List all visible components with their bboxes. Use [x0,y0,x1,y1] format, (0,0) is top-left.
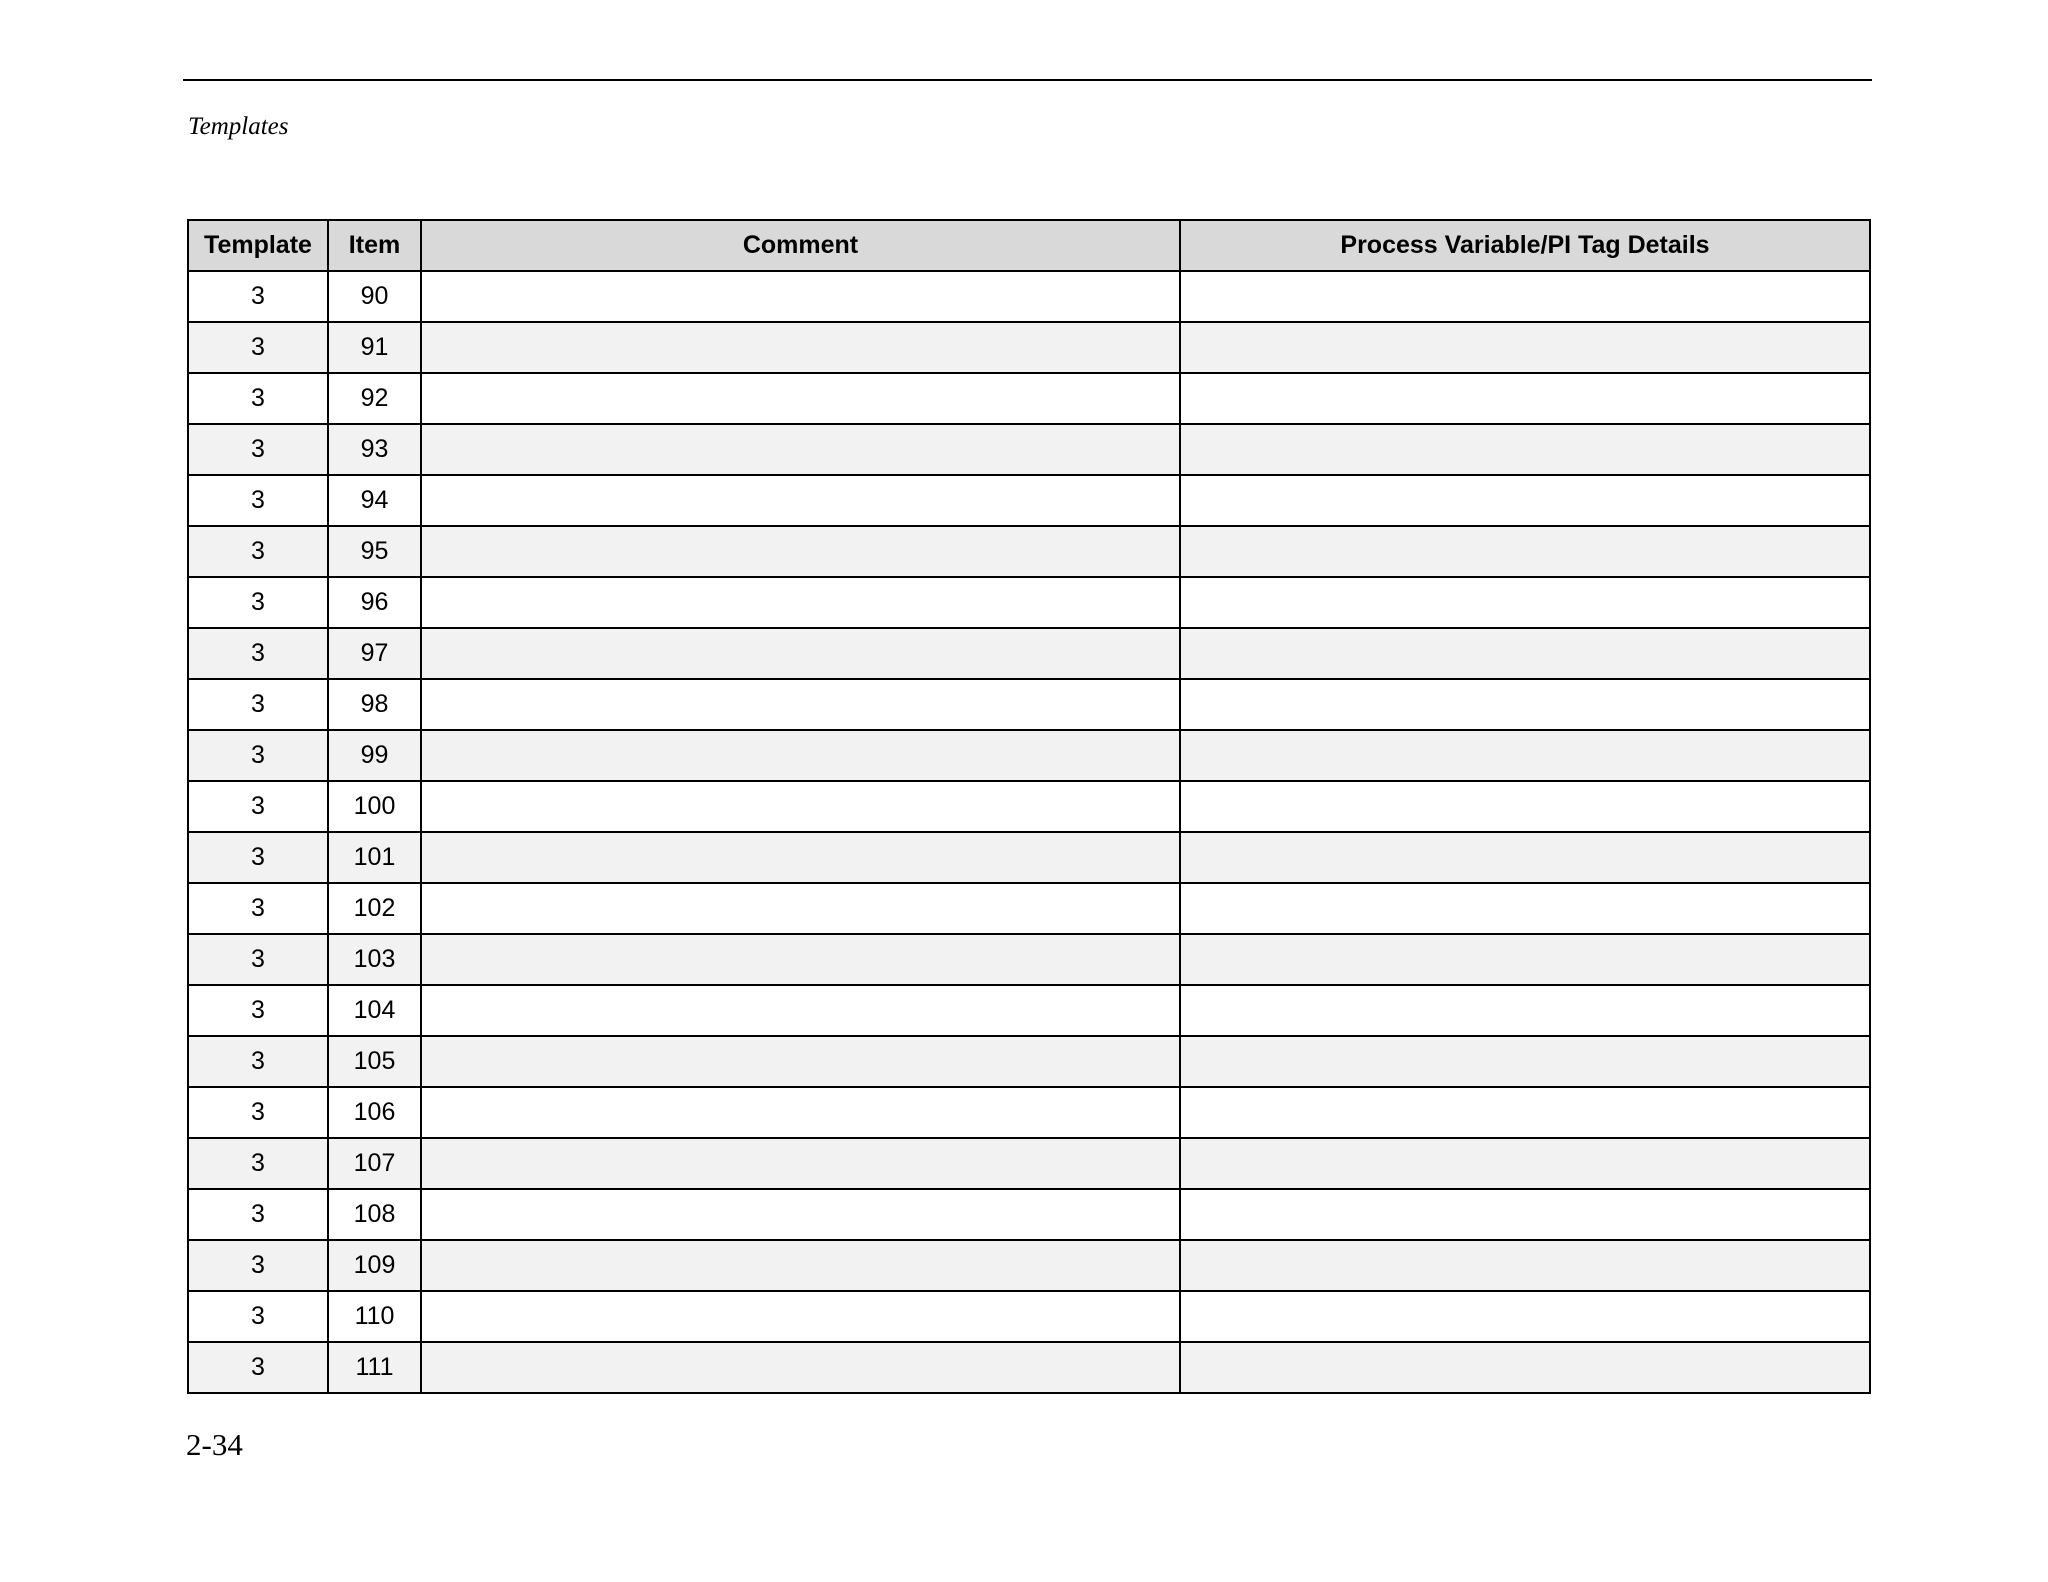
comment-cell[interactable] [421,1342,1180,1393]
item-cell: 96 [328,577,421,628]
item-cell: 100 [328,781,421,832]
template-cell: 3 [188,781,328,832]
template-cell: 3 [188,1291,328,1342]
template-cell: 3 [188,985,328,1036]
column-header-process-variable: Process Variable/PI Tag Details [1180,220,1870,271]
comment-cell[interactable] [421,679,1180,730]
table-row [188,424,1870,475]
column-header-comment: Comment [421,220,1180,271]
table-row [188,1138,1870,1189]
process-variable-cell[interactable] [1180,577,1870,628]
process-variable-cell[interactable] [1180,1189,1870,1240]
process-variable-cell[interactable] [1180,883,1870,934]
process-variable-cell[interactable] [1180,1291,1870,1342]
comment-cell[interactable] [421,1189,1180,1240]
table-row [188,475,1870,526]
header-rule [183,79,1872,81]
table-row [188,781,1870,832]
process-variable-cell[interactable] [1180,475,1870,526]
item-cell: 109 [328,1240,421,1291]
table-header-row [188,220,1870,271]
process-variable-cell[interactable] [1180,1036,1870,1087]
column-header-template: Template [188,220,328,271]
template-cell: 3 [188,526,328,577]
process-variable-cell[interactable] [1180,424,1870,475]
template-cell: 3 [188,1240,328,1291]
process-variable-cell[interactable] [1180,322,1870,373]
table-row [188,832,1870,883]
template-cell: 3 [188,1138,328,1189]
table-row [188,628,1870,679]
comment-cell[interactable] [421,577,1180,628]
process-variable-cell[interactable] [1180,679,1870,730]
process-variable-cell[interactable] [1180,628,1870,679]
table-row [188,1036,1870,1087]
item-cell: 99 [328,730,421,781]
template-cell: 3 [188,1342,328,1393]
comment-cell[interactable] [421,883,1180,934]
template-cell: 3 [188,373,328,424]
item-cell: 97 [328,628,421,679]
item-cell: 107 [328,1138,421,1189]
item-cell: 103 [328,934,421,985]
comment-cell[interactable] [421,985,1180,1036]
template-cell: 3 [188,475,328,526]
table-row [188,373,1870,424]
page-number: 2-34 [186,1427,243,1462]
section-title: Templates [188,113,289,140]
template-cell: 3 [188,322,328,373]
template-cell: 3 [188,424,328,475]
item-cell: 98 [328,679,421,730]
table-row [188,679,1870,730]
template-cell: 3 [188,1189,328,1240]
table-row [188,883,1870,934]
template-cell: 3 [188,628,328,679]
template-cell: 3 [188,577,328,628]
table-row [188,1342,1870,1393]
process-variable-cell[interactable] [1180,985,1870,1036]
template-cell: 3 [188,934,328,985]
process-variable-cell[interactable] [1180,526,1870,577]
process-variable-cell[interactable] [1180,781,1870,832]
template-cell: 3 [188,832,328,883]
item-cell: 102 [328,883,421,934]
table-row [188,271,1870,322]
item-cell: 108 [328,1189,421,1240]
table-row [188,985,1870,1036]
item-cell: 90 [328,271,421,322]
item-cell: 91 [328,322,421,373]
template-cell: 3 [188,679,328,730]
process-variable-cell[interactable] [1180,1240,1870,1291]
process-variable-cell[interactable] [1180,373,1870,424]
template-cell: 3 [188,271,328,322]
comment-cell[interactable] [421,271,1180,322]
table-row [188,1291,1870,1342]
item-cell: 111 [328,1342,421,1393]
comment-cell[interactable] [421,730,1180,781]
comment-cell[interactable] [421,1240,1180,1291]
table-row [188,1189,1870,1240]
comment-cell[interactable] [421,1036,1180,1087]
item-cell: 94 [328,475,421,526]
table-row [188,322,1870,373]
table-row [188,526,1870,577]
comment-cell[interactable] [421,1138,1180,1189]
template-cell: 3 [188,730,328,781]
item-cell: 105 [328,1036,421,1087]
process-variable-cell[interactable] [1180,1342,1870,1393]
template-cell: 3 [188,1087,328,1138]
table-row [188,730,1870,781]
item-cell: 95 [328,526,421,577]
table-body [188,271,1870,1393]
process-variable-cell[interactable] [1180,730,1870,781]
table-row [188,1240,1870,1291]
item-cell: 101 [328,832,421,883]
process-variable-cell[interactable] [1180,1087,1870,1138]
template-cell: 3 [188,883,328,934]
comment-cell[interactable] [421,1087,1180,1138]
comment-cell[interactable] [421,781,1180,832]
comment-cell[interactable] [421,832,1180,883]
item-cell: 104 [328,985,421,1036]
table-row [188,1087,1870,1138]
comment-cell[interactable] [421,526,1180,577]
table-row [188,934,1870,985]
process-variable-cell[interactable] [1180,271,1870,322]
column-header-item: Item [328,220,421,271]
process-variable-cell[interactable] [1180,934,1870,985]
table-row [188,577,1870,628]
comment-cell[interactable] [421,934,1180,985]
item-cell: 106 [328,1087,421,1138]
comment-cell[interactable] [421,475,1180,526]
item-cell: 110 [328,1291,421,1342]
item-cell: 93 [328,424,421,475]
template-cell: 3 [188,1036,328,1087]
item-cell: 92 [328,373,421,424]
comment-cell[interactable] [421,1291,1180,1342]
template-table [187,219,1871,1394]
comment-cell[interactable] [421,628,1180,679]
comment-cell[interactable] [421,424,1180,475]
comment-cell[interactable] [421,322,1180,373]
process-variable-cell[interactable] [1180,832,1870,883]
process-variable-cell[interactable] [1180,1138,1870,1189]
comment-cell[interactable] [421,373,1180,424]
